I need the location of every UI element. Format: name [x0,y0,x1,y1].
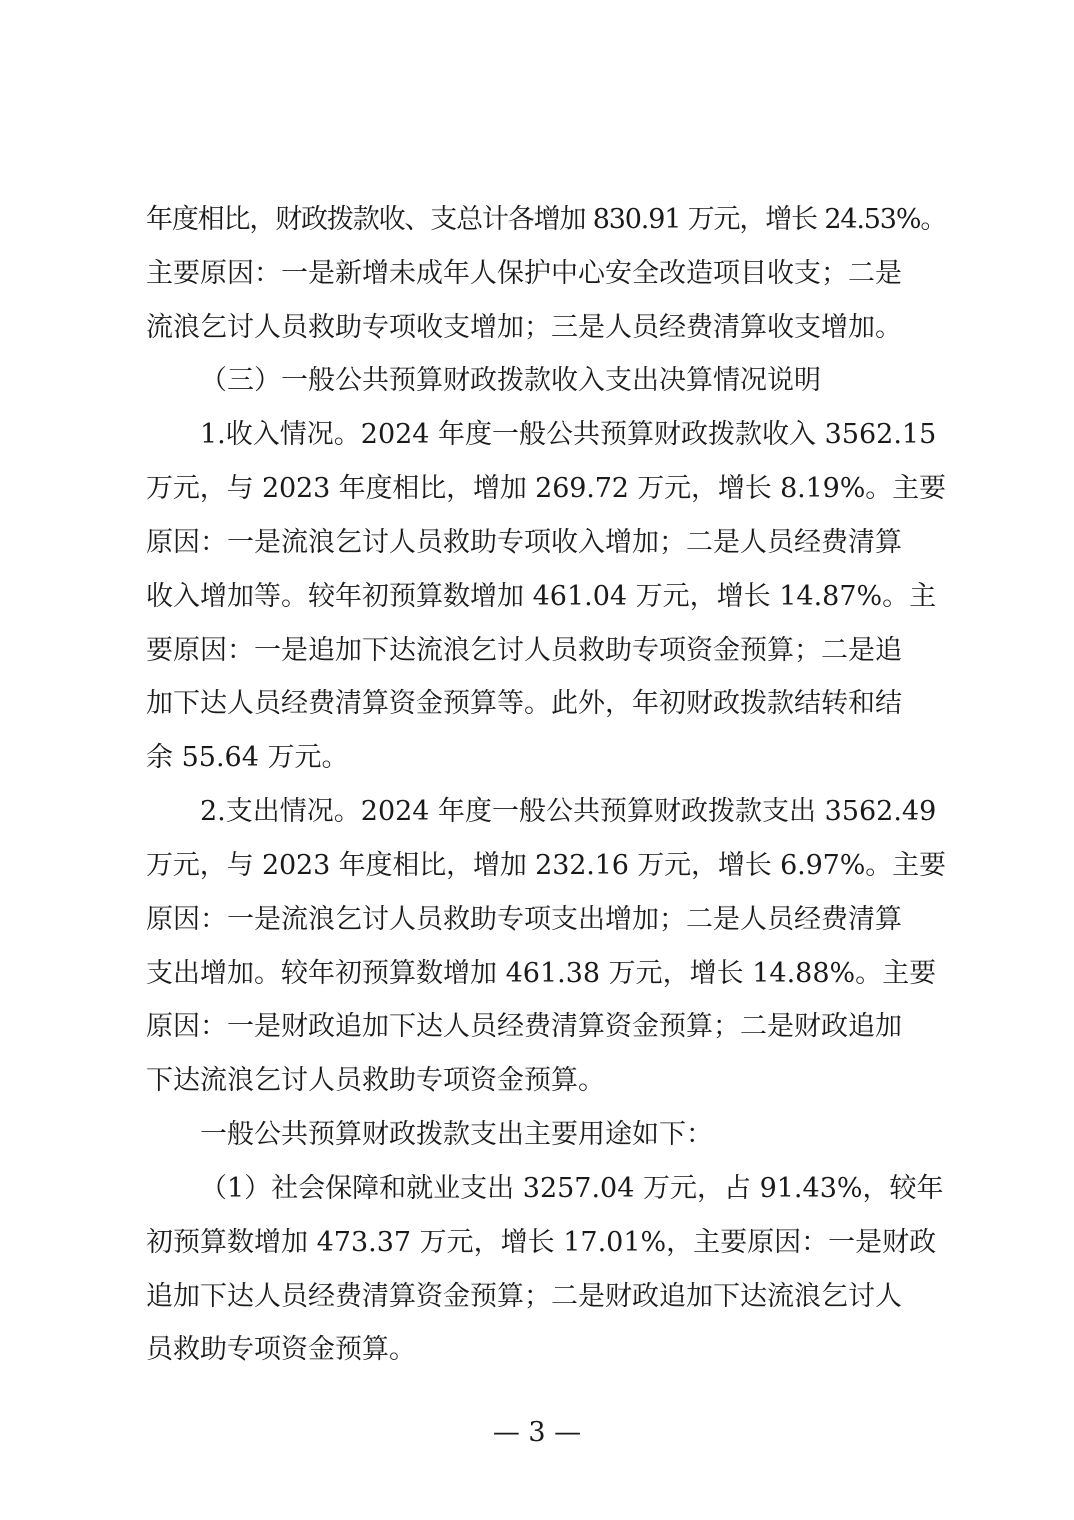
text-line: 追加下达人员经费清算资金预算；二是财政追加下达流浪乞讨人 [146,1281,902,1312]
page-number: — 3 — [492,1417,582,1448]
text-line: （1）社会保障和就业支出 3257.04 万元，占 91.43%，较年 [200,1173,944,1204]
text-line: 下达流浪乞讨人员救助专项资金预算。 [146,1065,605,1096]
section-heading: （三）一般公共预算财政拨款收入支出决算情况说明 [200,365,821,396]
text-line: 原因：一是财政追加下达人员经费清算资金预算；二是财政追加 [146,1011,902,1042]
text-line: 原因：一是流浪乞讨人员救助专项收入增加；二是人员经费清算 [146,527,902,558]
text-line: 1.收入情况。2024 年度一般公共预算财政拨款收入 3562.15 [200,419,937,450]
text-line: 2.支出情况。2024 年度一般公共预算财政拨款支出 3562.49 [200,796,937,827]
text-line: 年度相比，财政拨款收、支总计各增加 830.91 万元，增长 24.53%。 [146,204,946,235]
text-line: 流浪乞讨人员救助专项收支增加；三是人员经费清算收支增加。 [146,312,902,343]
text-line: 余 55.64 万元。 [146,742,349,773]
text-line: 万元，与 2023 年度相比，增加 269.72 万元，增长 8.19%。主要 [146,473,946,504]
text-line: 收入增加等。较年初预算数增加 461.04 万元，增长 14.87%。主 [146,581,937,612]
text-line: 一般公共预算财政拨款支出主要用途如下： [200,1119,713,1150]
text-line: 主要原因：一是新增未成年人保护中心安全改造项目收支；二是 [146,258,902,289]
text-line: 原因：一是流浪乞讨人员救助专项支出增加；二是人员经费清算 [146,904,902,935]
text-line: 加下达人员经费清算资金预算等。此外，年初财政拨款结转和结 [146,688,902,719]
text-line: 初预算数增加 473.37 万元，增长 17.01%，主要原因：一是财政 [146,1227,937,1258]
text-line: 员救助专项资金预算。 [146,1334,416,1365]
text-line: 要原因：一是追加下达流浪乞讨人员救助专项资金预算；二是追 [146,635,902,666]
text-line: 支出增加。较年初预算数增加 461.38 万元，增长 14.88%。主要 [146,958,937,989]
text-line: 万元，与 2023 年度相比，增加 232.16 万元，增长 6.97%。主要 [146,850,946,881]
